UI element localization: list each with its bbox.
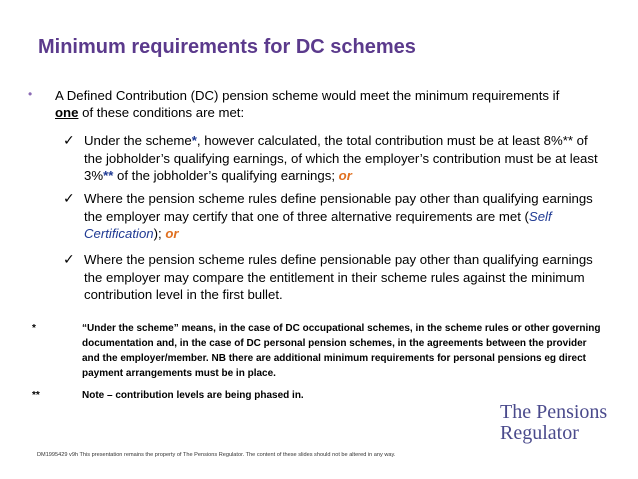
condition-text: Under the scheme*, however calculated, the total contribution must be at least 8%** of the jobholder’s qualifying earnings, of which the employer’s contribution must be at least 3%** of the jobholder’s qualifying earnings; or [84,133,598,183]
bullet-icon: • [28,87,33,101]
footnote-mark: * [32,323,36,334]
footnote-text: “Under the scheme” means, in the case of DC occupational schemes, in the scheme rules or other governing documentation and, in the case of DC personal pension schemes, in the agreements between the provider and the employer/member. NB there are additional minimum requirements for personal pensions eg direct payment arrangements must be in place. [82,323,601,379]
bullet-text: A Defined Contribution (DC) pension scheme would meet the minimum requirements if one of these conditions are met: [55,88,560,120]
footer-disclaimer: DM1995429 v9h This presentation remains the property of The Pensions Regulator. The content of these slides should not be altered in any way. [37,452,396,458]
checkmark-icon: ✓ [63,132,75,148]
conjunction-or: or [165,226,179,241]
pensions-regulator-logo [500,402,607,444]
logo-line: Regulator [500,422,579,444]
checkmark-icon: ✓ [63,251,75,267]
footnote-mark: ** [32,390,40,401]
checkmark-icon: ✓ [63,190,75,206]
conjunction-or: or [338,168,352,183]
footnote-mark: ** [103,168,114,183]
footnote-mark: * [191,133,197,148]
condition-text: Where the pension scheme rules define pensionable pay other than qualifying earnings the employer may compare the entitlement in their scheme rules against the minimum contribution level in the first bullet. [84,252,593,302]
logo-line: The Pensions [500,401,608,423]
self-certification-term: Self Certification [84,208,552,241]
emphasis-one: one [55,105,79,120]
footnote-text: Note – contribution levels are being phased in. [82,390,304,401]
condition-text: Where the pension scheme rules define pensionable pay other than qualifying earnings the employer may certify that one of three alternative requirements are met (Self Certification); or [84,191,593,241]
slide-title: Minimum requirements for DC schemes [38,36,416,58]
